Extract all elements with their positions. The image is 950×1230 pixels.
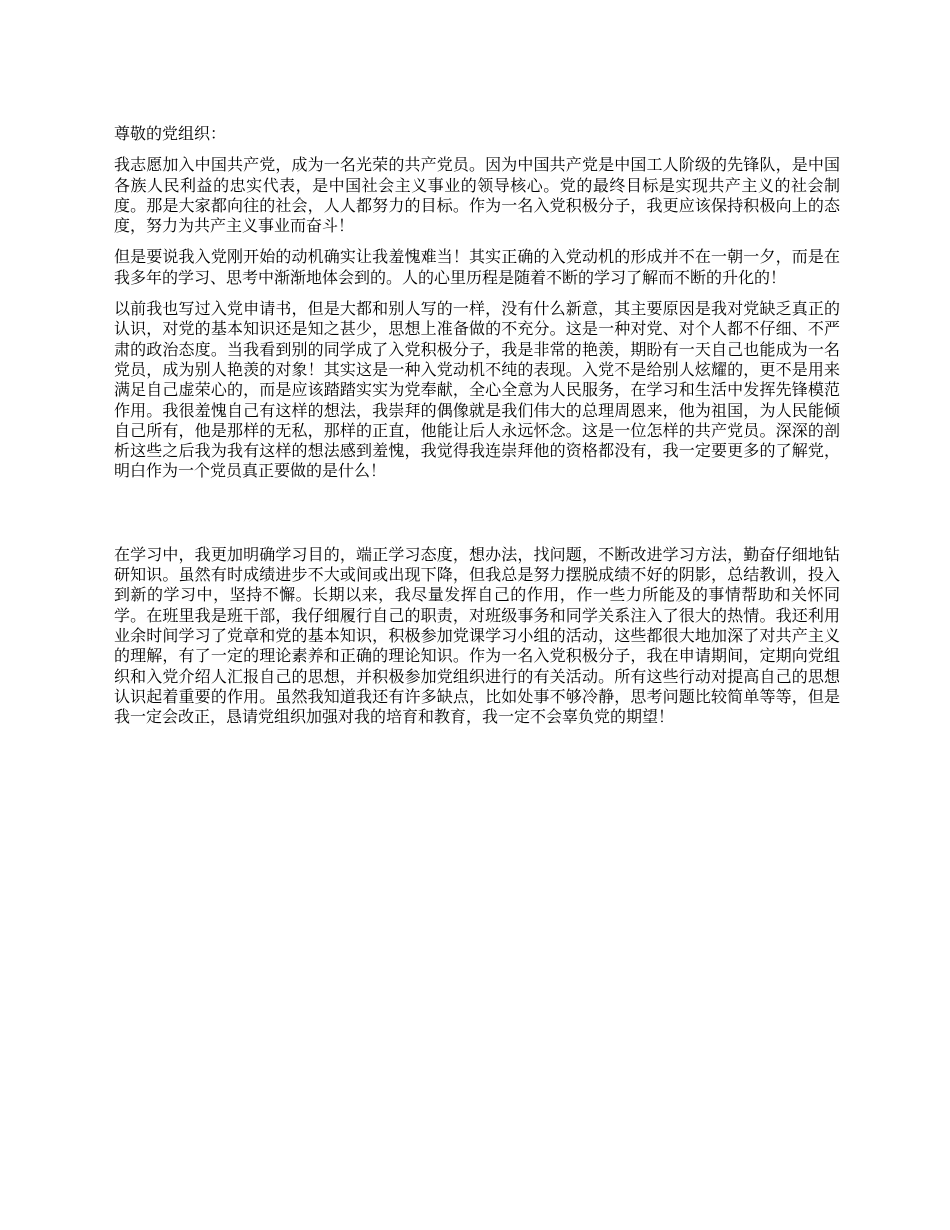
paragraph-study: 在学习中，我更加明确学习目的，端正学习态度，想办法，找问题，不断改进学习方法，勤奋仔细地钻研知识。虽然有时成绩进步不大或间或出现下降，但我总是努力摆脱成绩不好的阴影，总结教训，投入到新的学习中，坚持不懈。长期以来，我尽量发挥自己的作用，作一些力所能及的事情帮助和关怀同学。在班里我是班干部，我仔细履行自己的职责，对班级事务和同学关系注入了很大的热情。我还利用业余时间学习了党章和党的基本知识，积极参加党课学习小组的活动，这些都很大地加深了对共产主义的理解，有了一定的理论素养和正确的理论知识。作为一名入党积极分子，我在申请期间，定期向党组织和入党介绍人汇报自己的思想，并积极参加党组织进行的有关活动。所有这些行动对提高自己的思想认识起着重要的作用。虽然我知道我还有许多缺点，比如处事不够冷静，思考问题比较简单等等，但是我一定会改正，恳请党组织加强对我的培育和教育，我一定不会辜负党的期望！: [114, 544, 840, 727]
paragraph-gap: [114, 493, 840, 545]
letter-body: [114, 124, 840, 738]
salutation: 尊敬的党组织：: [114, 124, 227, 143]
paragraph-past-application: 以前我也写过入党申请书，但是大都和别人写的一样，没有什么新意，其主要原因是我对党缺乏真正的认识，对党的基本知识还是知之甚少，思想上准备做的不充分。这是一种对党、对个人都不仔细、不严肃的政治态度。当我看到别的同学成了入党积极分子，我是非常的艳羡，期盼有一天自己也能成为一名党员，成为别人艳羡的对象！其实这是一种入党动机不纯的表现。入党不是给别人炫耀的，更不是用来满足自己虚荣心的，而是应该踏踏实实为党奉献，全心全意为人民服务，在学习和生活中发挥先锋模范作用。我很羞愧自己有这样的想法，我崇拜的偶像就是我们伟大的总理周恩来，他为祖国，为人民能倾自己所有，他是那样的无私，那样的正直，他能让后人永远怀念。这是一位怎样的共产党员。深深的剖析这些之后我为我有这样的想法感到羞愧，我觉得我连崇拜他的资格都没有，我一定要更多的了解党，明白作为一个党员真正要做的是什么！: [114, 299, 840, 481]
paragraph-motivation: 我志愿加入中国共产党，成为一名光荣的共产党员。因为中国共产党是中国工人阶级的先锋队，是中国各族人民利益的忠实代表，是中国社会主义事业的领导核心。党的最终目标是实现共产主义的社会制度。那是大家都向往的社会，人人都努力的目标。作为一名入党积极分子，我更应该保持积极向上的态度，努力为共产主义事业而奋斗！: [114, 155, 840, 236]
paragraph-initial-motive: 但是要说我入党刚开始的动机确实让我羞愧难当！其实正确的入党动机的形成并不在一朝一夕，而是在我多年的学习、思考中渐渐地体会到的。人的心里历程是随着不断的学习了解而不断的升化的！: [114, 247, 840, 287]
